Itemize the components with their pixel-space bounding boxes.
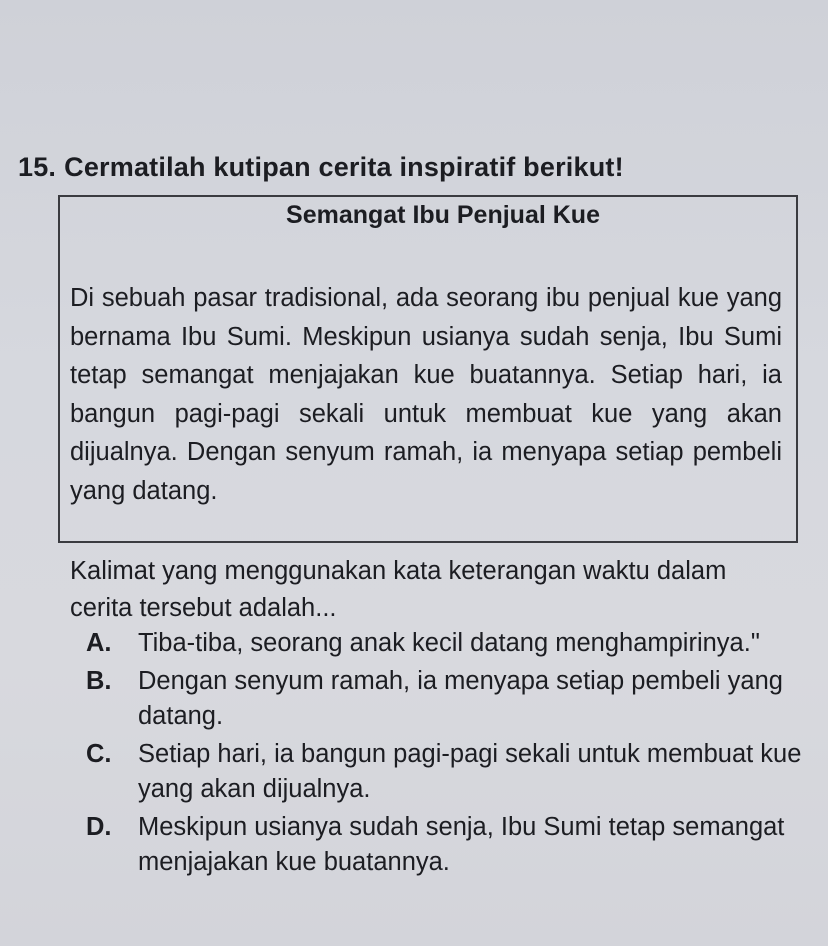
- story-body: Di sebuah pasar tradisional, ada seorang ibu penjual kue yang bernama Ibu Sumi. Meskipun usianya sudah senja, Ibu Sumi tetap semangat menjajakan kue buatannya. Setiap hari, ia bangun pagi-pagi sekali untuk membuat kue yang akan dijualnya. Dengan senyum ramah, ia menyapa setiap pembeli yang datang.: [70, 284, 782, 505]
- question-number: 15.: [18, 152, 57, 182]
- option-text: Meskipun usianya sudah senja, Ibu Sumi tetap semangat menjajakan kue buatannya.: [138, 813, 785, 876]
- story-box: [58, 195, 798, 543]
- option-text: Tiba-tiba, seorang anak kecil datang menghampirinya.": [138, 629, 760, 657]
- question-header: [18, 152, 624, 183]
- option-a[interactable]: [86, 626, 816, 661]
- option-text: Dengan senyum ramah, ia menyapa setiap pembeli yang datang.: [138, 667, 783, 730]
- option-letter: C.: [86, 740, 112, 768]
- question-instruction: Cermatilah kutipan cerita inspiratif berikut!: [64, 152, 624, 182]
- option-d[interactable]: [86, 810, 816, 880]
- story-title: Semangat Ibu Penjual Kue: [286, 201, 600, 229]
- option-c[interactable]: [86, 737, 816, 807]
- option-text: Setiap hari, ia bangun pagi-pagi sekali untuk membuat kue yang akan dijualnya.: [138, 740, 802, 803]
- answer-options: [86, 626, 816, 883]
- option-letter: B.: [86, 667, 112, 695]
- question-stem: Kalimat yang menggunakan kata keterangan waktu dalam cerita tersebut adalah...: [70, 557, 727, 622]
- option-b[interactable]: [86, 664, 816, 734]
- option-letter: D.: [86, 813, 112, 841]
- option-letter: A.: [86, 629, 112, 657]
